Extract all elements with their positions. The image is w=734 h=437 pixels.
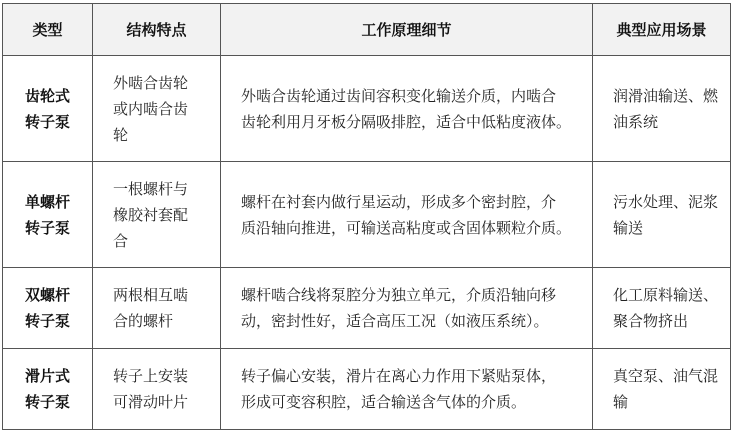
cell-principle-text: 外啮合齿轮通过齿间容积变化输送介质，内啮合 齿轮利用月牙板分隔吸排腔，适合中低粘度液体。 (241, 86, 572, 131)
cell-application (593, 268, 731, 349)
cell-application-text: 润滑油输送、燃 油系统 (613, 86, 719, 131)
cell-type-text: 齿轮式 转子泵 (24, 86, 70, 131)
cell-principle (221, 349, 593, 430)
pump-comparison-table (2, 3, 731, 430)
cell-application (593, 56, 731, 162)
cell-structure (93, 268, 221, 349)
cell-structure (93, 162, 221, 268)
cell-principle (221, 268, 593, 349)
cell-principle (221, 162, 593, 268)
cell-principle-text: 螺杆在衬套内做行星运动，形成多个密封腔，介 质沿轴向推进，可输送高粘度或含固体颗粒介质。 (241, 192, 572, 237)
cell-principle (221, 56, 593, 162)
cell-type (3, 349, 93, 430)
cell-structure-text: 两根相互啮 合的螺杆 (113, 286, 189, 330)
cell-type (3, 56, 93, 162)
header-application: 典型应用场景 (593, 4, 731, 56)
header-type: 类型 (3, 4, 93, 56)
cell-principle-text: 转子偏心安装，滑片在离心力作用下紧贴泵体， 形成可变容积腔，适合输送含气体的介质。 (241, 367, 557, 411)
cell-structure-text: 外啮合齿轮 或内啮合齿 轮 (113, 73, 189, 144)
table-header-row (3, 4, 731, 56)
cell-application (593, 162, 731, 268)
cell-structure (93, 349, 221, 430)
cell-application-text: 化工原料输送、 聚合物挤出 (613, 286, 719, 330)
cell-type (3, 268, 93, 349)
header-structure: 结构特点 (93, 4, 221, 56)
cell-application-text: 真空泵、油气混 输 (613, 367, 719, 411)
cell-structure (93, 56, 221, 162)
cell-type-text: 单螺杆 转子泵 (24, 192, 70, 237)
cell-type (3, 162, 93, 268)
cell-structure-text: 转子上安装 可滑动叶片 (113, 367, 189, 411)
cell-structure-text: 一根螺杆与 橡胶衬套配 合 (113, 179, 189, 250)
cell-type-text: 滑片式 转子泵 (24, 367, 70, 411)
cell-type-text: 双螺杆 转子泵 (24, 286, 70, 330)
table-row (3, 162, 731, 268)
header-principle: 工作原理细节 (221, 4, 593, 56)
table-row (3, 268, 731, 349)
cell-principle-text: 螺杆啮合线将泵腔分为独立单元，介质沿轴向移 动，密封性好，适合高压工况（如液压系统）。 (241, 286, 557, 330)
cell-application (593, 349, 731, 430)
table-row (3, 56, 731, 162)
cell-application-text: 污水处理、泥浆 输送 (613, 192, 719, 237)
table-row (3, 349, 731, 430)
